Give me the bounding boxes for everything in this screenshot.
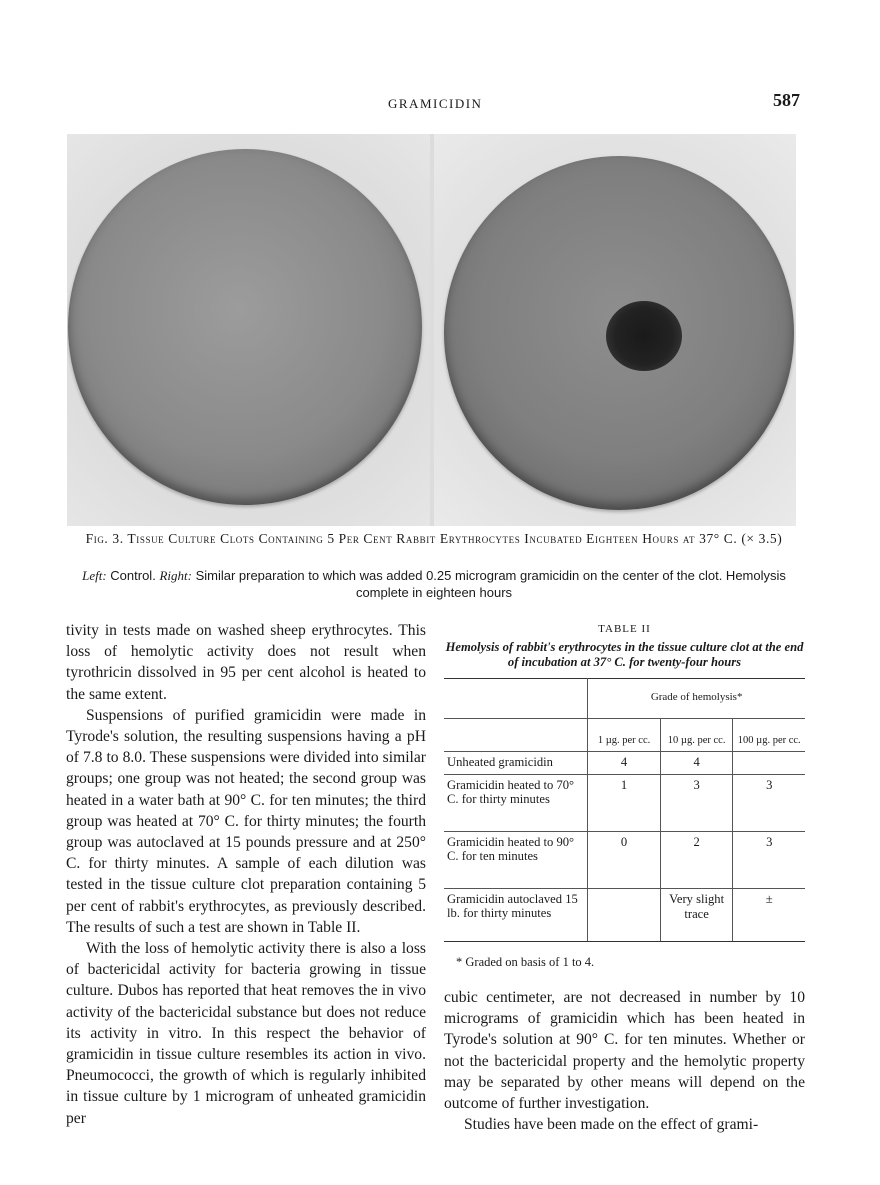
legend-right-text: Similar preparation to which was added 0.25 microgram gramicidin on the center of the clot. Hemolysis complete in eighteen hours: [195, 568, 786, 600]
table-cell: [733, 752, 805, 775]
table-cell: Very slight trace: [660, 889, 733, 942]
column-header: 10 µg. per cc.: [660, 719, 733, 752]
legend-left-text: Control.: [110, 568, 156, 583]
row-condition: Gramicidin autoclaved 15 lb. for thirty minutes: [444, 889, 588, 942]
table-cell: 4: [660, 752, 733, 775]
legend-left-label: Left:: [82, 568, 107, 583]
table-row: [444, 775, 805, 832]
column-header: 1 µg. per cc.: [588, 719, 661, 752]
figure-panel-right: [434, 134, 797, 526]
running-head: [0, 90, 880, 118]
table-footnote: * Graded on basis of 1 to 4.: [456, 955, 595, 969]
table-corner-lower: [444, 719, 588, 752]
paragraph: With the loss of hemolytic activity there is also a loss of bactericidal activity for bacteria growing in tissue culture. Dubos has reported that heat removes the in vivo activity of the bactericidal substance but does not reduce its activity in vitro. In this respect the behavior of gramicidin in tissue culture resembles its action in vivo. Pneumococci, the growth of which is regularly inhibited in tissue culture by 1 microgram of unheated gramicidin per: [66, 940, 426, 1127]
figure-legend: [70, 567, 798, 601]
table-cell: 1: [588, 775, 661, 832]
table-label: TABLE II: [598, 623, 651, 635]
figure-caption: Fig. 3. Tissue Culture Clots Containing 5 Per Cent Rabbit Erythrocytes Incubated Eighteen Hours at 37° C. (× 3.5): [85, 531, 783, 546]
table-row: [444, 752, 805, 775]
paragraph: Studies have been made on the effect of grami-: [464, 1116, 759, 1134]
body-column-left: [66, 620, 426, 1129]
page-number: 587: [773, 90, 800, 110]
table-row: [444, 889, 805, 942]
table-cell: [588, 889, 661, 942]
table-cell: 3: [660, 775, 733, 832]
table-cell: 0: [588, 832, 661, 889]
row-condition: Unheated gramicidin: [444, 752, 588, 775]
control-culture-dish: [68, 149, 422, 505]
hemolysis-zone: [606, 301, 682, 371]
table-corner: [444, 679, 588, 719]
row-condition: Gramicidin heated to 70° C. for thirty minutes: [444, 775, 588, 832]
running-title: GRAMICIDIN: [388, 96, 483, 111]
treated-culture-dish: [444, 156, 794, 510]
hemolysis-table: [444, 678, 805, 942]
paragraph: cubic centimeter, are not decreased in number by 10 micrograms of gramicidin which has been heated in Tyrode's solution at 90° C. for ten minutes. Whether or not the bactericidal property and the hemolytic property may be separated by other means will depend on the outcome of further investigation.: [444, 989, 805, 1113]
figure-3: [67, 134, 796, 526]
table-caption: Hemolysis of rabbit's erythrocytes in the tissue culture clot at the end of incubation at 37° C. for twenty-four hours: [445, 640, 804, 669]
table-cell: ±: [733, 889, 805, 942]
table-group-header: Grade of hemolysis*: [588, 679, 805, 719]
body-column-right: [444, 987, 805, 1135]
figure-panel-left: [67, 134, 430, 526]
table-cell: 2: [660, 832, 733, 889]
column-header: 100 µg. per cc.: [733, 719, 805, 752]
table-cell: 3: [733, 832, 805, 889]
legend-right-label: Right:: [159, 568, 192, 583]
row-condition: Gramicidin heated to 90° C. for ten minutes: [444, 832, 588, 889]
paragraph: tivity in tests made on washed sheep erythrocytes. This loss of hemolytic activity does not result when tyrothricin dissolved in 95 per cent alcohol is heated to the same extent.: [66, 622, 426, 703]
table-cell: 4: [588, 752, 661, 775]
table-row: [444, 832, 805, 889]
paragraph: Suspensions of purified gramicidin were made in Tyrode's solution, the resulting suspensions having a pH of 7.8 to 8.0. These suspensions were divided into similar groups; one group was not heated; the second group was heated in a water bath at 90° C. for ten minutes; the third group was heated at 70° C. for thirty minutes; the fourth group was autoclaved at 15 pounds pressure and at 250° C. for thirty minutes. A sample of each dilution was tested in the tissue culture clot preparation containing 5 per cent of rabbit's erythrocytes, as previously described. The results of such a test are shown in Table II.: [66, 706, 426, 936]
table-cell: 3: [733, 775, 805, 832]
